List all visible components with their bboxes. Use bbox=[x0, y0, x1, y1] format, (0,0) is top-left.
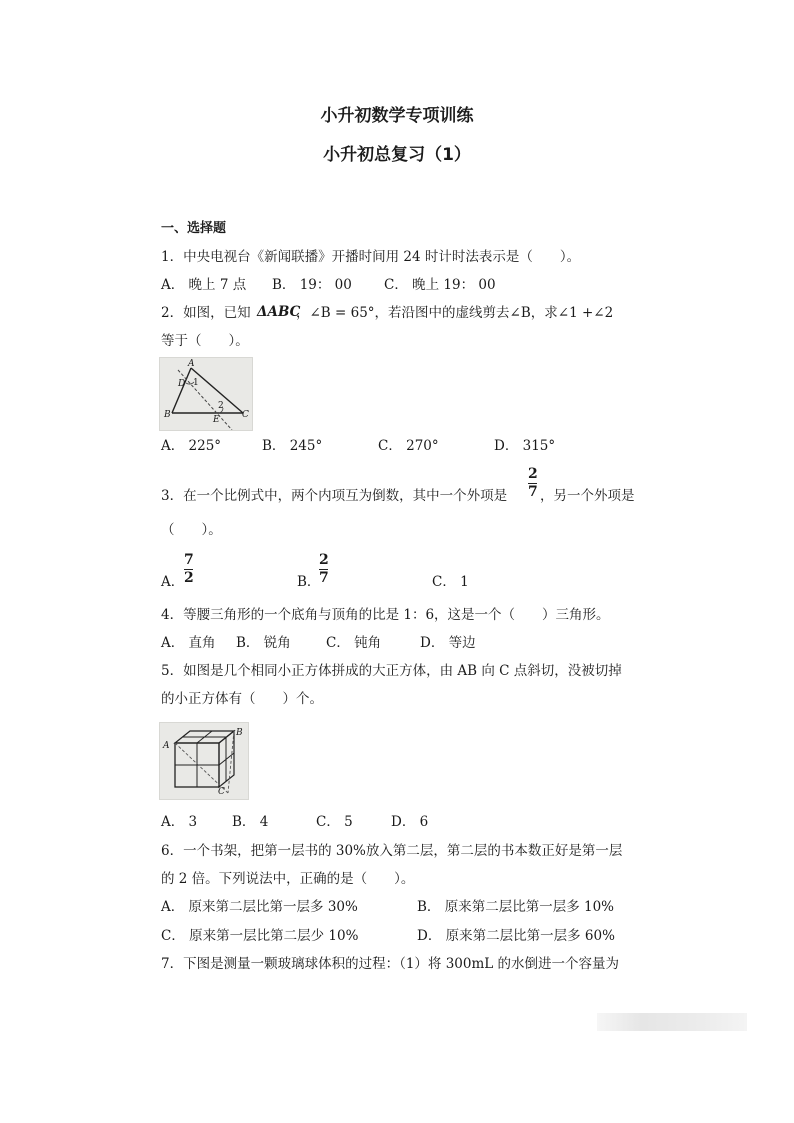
q4-option-b: B． 锐角 bbox=[236, 635, 291, 651]
question-4-stem: 4．等腰三角形的一个底角与顶角的比是 1：6，这是一个（ ）三角形。 bbox=[161, 607, 610, 623]
q3-option-b-label: B． bbox=[297, 574, 321, 590]
question-7-stem: 7．下图是测量一颗玻璃球体积的过程：（1）将 300mL 的水倒进一个容量为 bbox=[161, 956, 620, 972]
fraction-denominator: 7 bbox=[528, 484, 538, 500]
section-heading: 一、选择题 bbox=[161, 221, 227, 236]
label-c: C bbox=[242, 410, 249, 420]
question-3-stem-end: ，另一个外项是 bbox=[540, 488, 635, 504]
page-title: 小升初数学专项训练 bbox=[320, 106, 474, 126]
question-5-stem-line2: 的小正方体有（ ）个。 bbox=[161, 691, 323, 707]
q3-option-b-fraction bbox=[319, 553, 329, 586]
q3-option-c: C． 1 bbox=[432, 574, 469, 590]
q1-option-b: B． 19： 00 bbox=[272, 277, 352, 293]
q4-option-d: D． 等边 bbox=[420, 635, 476, 651]
watermark-blur bbox=[597, 1013, 747, 1031]
q6-option-d: D． 原来第二层比第一层多 60% bbox=[417, 928, 615, 944]
label-e: E bbox=[213, 415, 220, 425]
q3-option-a-label: A． bbox=[161, 574, 185, 590]
q2-option-c: C． 270° bbox=[378, 438, 439, 454]
question-6-stem-line1: 6．一个书架，把第一层书的 30%放入第二层，第二层的书本数正好是第一层 bbox=[161, 843, 623, 859]
q6-option-b: B． 原来第二层比第一层多 10% bbox=[417, 899, 615, 915]
triangle-figure bbox=[159, 357, 253, 431]
q5-option-b: B． 4 bbox=[232, 814, 269, 830]
cube-label-a: A bbox=[163, 741, 170, 751]
question-2-stem-end: 等于（ ）。 bbox=[161, 333, 249, 349]
cube-label-c: C bbox=[218, 787, 225, 797]
question-3-answer-blank: （ ）。 bbox=[161, 522, 222, 538]
q6-option-c: C． 原来第一层比第二层少 10% bbox=[161, 928, 359, 944]
fraction-denominator: 2 bbox=[184, 570, 194, 586]
triangle-symbol: ΔABC bbox=[257, 304, 301, 320]
question-2-stem-middle: ，∠B = 65°，若沿图中的虚线剪去∠B，求∠1 +∠2 bbox=[296, 305, 614, 321]
q1-option-c: C． 晚上 19： 00 bbox=[384, 277, 496, 293]
page-subtitle: 小升初总复习（1） bbox=[323, 145, 471, 165]
q6-option-a: A． 原来第二层比第一层多 30% bbox=[161, 899, 358, 915]
q5-option-d: D． 6 bbox=[391, 814, 429, 830]
q3-option-a-fraction bbox=[184, 553, 194, 586]
question-6-stem-line2: 的 2 倍。下列说法中，正确的是（ ）。 bbox=[161, 871, 415, 887]
label-a: A bbox=[188, 359, 195, 369]
q2-option-b: B． 245° bbox=[262, 438, 323, 454]
cube-figure bbox=[159, 722, 249, 800]
label-d: D bbox=[178, 379, 186, 389]
q5-option-c: C． 5 bbox=[316, 814, 353, 830]
question-1-stem: 1．中央电视台《新闻联播》开播时间用 24 时计时法表示是（ ）。 bbox=[161, 249, 581, 265]
question-3-stem-start: 3．在一个比例式中，两个内项互为倒数，其中一个外项是 bbox=[161, 488, 508, 504]
label-angle-2: 2 bbox=[218, 401, 224, 411]
q5-option-a: A． 3 bbox=[161, 814, 198, 830]
fraction-numerator: 7 bbox=[184, 552, 194, 568]
q4-option-a: A． 直角 bbox=[161, 635, 216, 651]
q2-option-a: A． 225° bbox=[161, 438, 222, 454]
question-5-stem-line1: 5．如图是几个相同小正方体拼成的大正方体，由 AB 向 C 点斜切，没被切掉 bbox=[161, 663, 622, 679]
question-2-stem-start: 2．如图，已知 bbox=[161, 305, 251, 321]
q4-option-c: C． 钝角 bbox=[326, 635, 382, 651]
fraction-denominator: 7 bbox=[319, 570, 329, 586]
q2-option-d: D． 315° bbox=[494, 438, 556, 454]
fraction-two-sevenths bbox=[528, 467, 538, 500]
cube-label-b: B bbox=[236, 728, 243, 738]
label-angle-1: 1 bbox=[193, 378, 199, 388]
q1-option-a: A． 晚上 7 点 bbox=[161, 277, 247, 293]
fraction-numerator: 2 bbox=[319, 552, 329, 568]
fraction-numerator: 2 bbox=[528, 466, 538, 482]
label-b: B bbox=[164, 410, 171, 420]
